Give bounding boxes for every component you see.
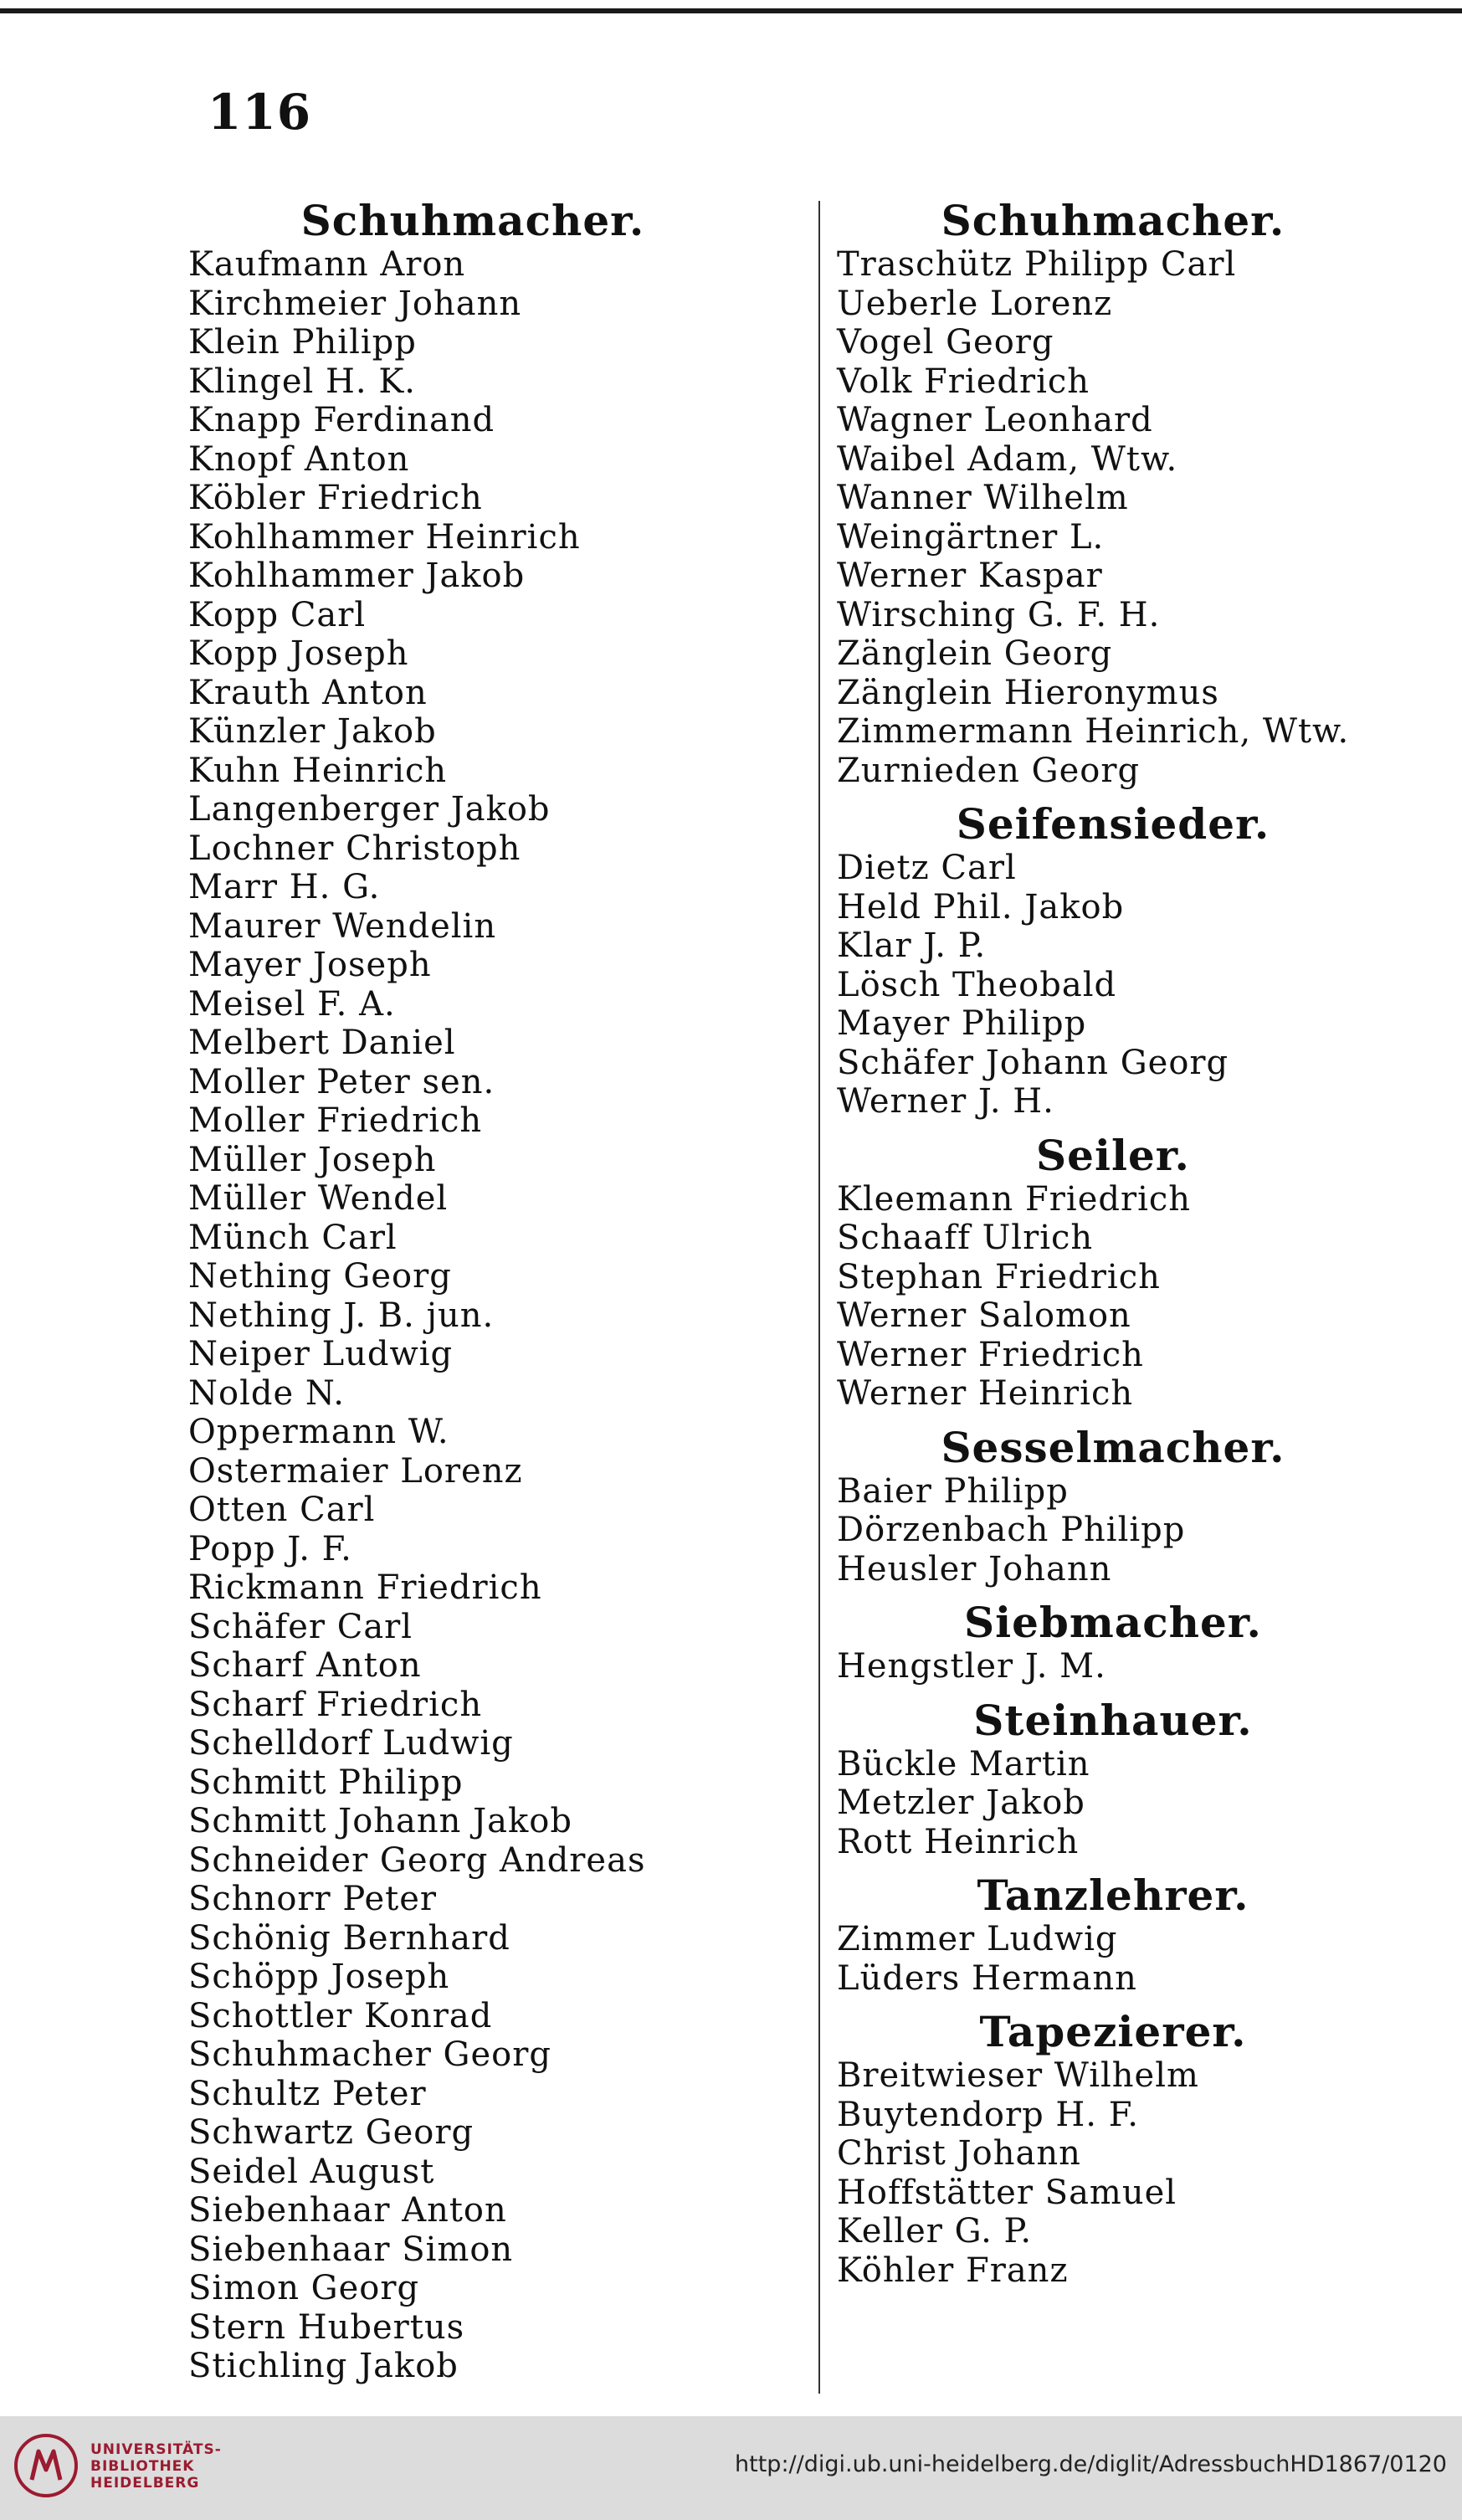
directory-entry: Stichling Jakob xyxy=(188,2347,459,2385)
directory-entry: Kirchmeier Johann xyxy=(188,284,522,323)
directory-entry: Kaufmann Aron xyxy=(188,245,466,284)
directory-entry: Siebenhaar Simon xyxy=(188,2230,514,2269)
directory-entry: Lösch Theobald xyxy=(837,965,1117,1004)
directory-entry: Zänglein Georg xyxy=(837,634,1113,673)
column-divider xyxy=(818,201,820,2394)
directory-entry: Dietz Carl xyxy=(837,849,1017,887)
directory-entry: Schwartz Georg xyxy=(188,2113,475,2152)
directory-entry: Buytendorp H. F. xyxy=(837,2095,1139,2134)
directory-entry: Lochner Christoph xyxy=(188,829,521,868)
directory-entry: Zänglein Hieronymus xyxy=(837,673,1219,712)
directory-entry: Rott Heinrich xyxy=(837,1822,1080,1861)
directory-entry: Lüders Hermann xyxy=(837,1958,1137,1998)
directory-entry: Schäfer Johann Georg xyxy=(837,1043,1229,1082)
directory-entry: Nolde N. xyxy=(188,1373,346,1413)
directory-entry: Simon Georg xyxy=(188,2269,420,2307)
library-logo-text xyxy=(90,2441,222,2492)
directory-entry: Schottler Konrad xyxy=(188,1996,493,2035)
directory-entry: Scharf Friedrich xyxy=(188,1685,483,1724)
directory-entry: Moller Peter sen. xyxy=(188,1062,495,1101)
directory-entry: Otten Carl xyxy=(188,1491,376,1529)
directory-entry: Kopp Joseph xyxy=(188,634,409,673)
directory-entry: Ostermaier Lorenz xyxy=(188,1451,523,1491)
directory-entry: Klar J. P. xyxy=(837,926,987,965)
directory-entry: Kohlhammer Jakob xyxy=(188,557,526,595)
directory-entry: Wagner Leonhard xyxy=(837,401,1153,439)
directory-entry: Krauth Anton xyxy=(188,673,428,712)
directory-entry: Kohlhammer Heinrich xyxy=(188,517,581,557)
directory-section xyxy=(837,1132,1423,1414)
directory-section xyxy=(837,1424,1423,1589)
directory-entry: Schultz Peter xyxy=(188,2074,427,2113)
section-heading: Siebmacher. xyxy=(964,1598,1262,1647)
right-column xyxy=(837,197,1423,2300)
directory-section xyxy=(837,1599,1423,1686)
directory-entry: Scharf Anton xyxy=(188,1646,422,1685)
directory-entry: Maurer Wendelin xyxy=(188,906,497,946)
directory-section xyxy=(837,197,1423,790)
directory-section xyxy=(837,1871,1423,1998)
footer-bar xyxy=(0,2416,1462,2520)
directory-entry: Werner J. H. xyxy=(837,1082,1054,1121)
section-heading: Schuhmacher. xyxy=(300,196,645,245)
directory-entry: Schelldorf Ludwig xyxy=(188,1724,514,1763)
section-heading: Tanzlehrer. xyxy=(977,1871,1249,1920)
directory-entry: Langenberger Jakob xyxy=(188,790,551,829)
logo-line-2: BIBLIOTHEK xyxy=(90,2458,195,2475)
source-url[interactable]: http://digi.ub.uni-heidelberg.de/diglit/AdressbuchHD1867/0120 xyxy=(735,2451,1447,2477)
directory-entry: Münch Carl xyxy=(188,1218,398,1257)
directory-entry: Werner Heinrich xyxy=(837,1374,1134,1413)
top-border xyxy=(0,0,1462,17)
directory-entry: Schaaff Ulrich xyxy=(837,1219,1094,1257)
section-heading: Schuhmacher. xyxy=(941,196,1285,245)
directory-entry: Held Phil. Jakob xyxy=(837,887,1125,926)
directory-entry: Popp J. F. xyxy=(188,1529,352,1568)
directory-entry: Wirsching G. F. H. xyxy=(837,595,1161,634)
directory-entry: Schneider Georg Andreas xyxy=(188,1840,646,1880)
directory-entry: Knopf Anton xyxy=(188,439,410,479)
directory-entry: Müller Wendel xyxy=(188,1179,449,1218)
directory-entry: Schöpp Joseph xyxy=(188,1958,450,1996)
directory-entry: Metzler Jakob xyxy=(837,1784,1085,1822)
directory-entry: Weingärtner L. xyxy=(837,517,1105,557)
directory-entry: Hoffstätter Samuel xyxy=(837,2173,1177,2212)
directory-entry: Stern Hubertus xyxy=(188,2307,465,2347)
directory-entry: Kopp Carl xyxy=(188,595,367,634)
directory-entry: Vogel Georg xyxy=(837,323,1054,362)
directory-entry: Kuhn Heinrich xyxy=(188,751,448,790)
directory-entry: Marr H. G. xyxy=(188,868,381,906)
directory-entry: Klein Philipp xyxy=(188,323,417,362)
logo-line-3: HEIDELBERG xyxy=(90,2475,200,2492)
directory-entry: Neiper Ludwig xyxy=(188,1335,454,1373)
directory-entry: Dörzenbach Philipp xyxy=(837,1511,1186,1549)
directory-entry: Zurnieden Georg xyxy=(837,751,1141,790)
directory-entry: Werner Salomon xyxy=(837,1296,1131,1335)
directory-entry: Köbler Friedrich xyxy=(188,479,483,517)
directory-entry: Heusler Johann xyxy=(837,1549,1112,1588)
directory-section xyxy=(837,1696,1423,1862)
directory-section xyxy=(837,2008,1423,2290)
page-number: 116 xyxy=(208,84,312,141)
directory-entry: Meisel F. A. xyxy=(188,984,396,1024)
section-heading: Seiler. xyxy=(1036,1130,1190,1180)
directory-entry: Moller Friedrich xyxy=(188,1101,483,1140)
directory-entry: Zimmermann Heinrich, Wtw. xyxy=(837,712,1350,751)
directory-entry: Mayer Joseph xyxy=(188,946,432,984)
directory-entry: Schmitt Philipp xyxy=(188,1763,464,1802)
directory-entry: Volk Friedrich xyxy=(837,362,1090,401)
directory-entry: Nething J. B. jun. xyxy=(188,1296,495,1335)
directory-entry: Mayer Philipp xyxy=(837,1004,1087,1043)
directory-entry: Knapp Ferdinand xyxy=(188,401,495,439)
directory-entry: Siebenhaar Anton xyxy=(188,2191,507,2230)
library-seal-icon[interactable] xyxy=(13,2433,79,2498)
directory-entry: Klingel H. K. xyxy=(188,362,416,401)
directory-entry: Keller G. P. xyxy=(837,2212,1033,2251)
directory-entry: Schuhmacher Georg xyxy=(188,2035,551,2074)
directory-entry: Oppermann W. xyxy=(188,1413,449,1451)
directory-entry: Wanner Wilhelm xyxy=(837,479,1129,517)
directory-entry: Schnorr Peter xyxy=(188,1880,438,1918)
directory-entry: Traschütz Philipp Carl xyxy=(837,245,1237,284)
directory-entry: Köhler Franz xyxy=(837,2251,1069,2290)
directory-entry: Baier Philipp xyxy=(837,1471,1069,1511)
directory-entry: Hengstler J. M. xyxy=(837,1647,1106,1686)
directory-section xyxy=(837,800,1423,1121)
directory-entry: Seidel August xyxy=(188,2152,435,2191)
directory-entry: Waibel Adam, Wtw. xyxy=(837,439,1178,479)
directory-entry: Werner Kaspar xyxy=(837,557,1103,595)
directory-entry: Schönig Bernhard xyxy=(188,1918,510,1958)
top-border-line xyxy=(0,8,1462,13)
section-heading: Seifensieder. xyxy=(956,799,1270,849)
directory-entry: Melbert Daniel xyxy=(188,1024,456,1062)
directory-entry: Schäfer Carl xyxy=(188,1607,413,1646)
directory-entry: Bückle Martin xyxy=(837,1744,1090,1784)
directory-entry: Schmitt Johann Jakob xyxy=(188,1802,572,1840)
directory-entry: Kleemann Friedrich xyxy=(837,1179,1192,1219)
directory-section xyxy=(188,197,791,2386)
directory-entry: Müller Joseph xyxy=(188,1140,437,1179)
directory-entry: Werner Friedrich xyxy=(837,1335,1144,1374)
directory-entry: Zimmer Ludwig xyxy=(837,1920,1118,1958)
directory-entry: Nething Georg xyxy=(188,1257,452,1296)
section-heading: Tapezierer. xyxy=(979,2007,1247,2056)
directory-entry: Christ Johann xyxy=(837,2134,1081,2173)
directory-entry: Breitwieser Wilhelm xyxy=(837,2056,1199,2095)
directory-entry: Stephan Friedrich xyxy=(837,1257,1161,1296)
logo-line-1: UNIVERSITÄTS- xyxy=(90,2441,222,2458)
directory-entry: Künzler Jakob xyxy=(188,712,437,751)
directory-entry: Ueberle Lorenz xyxy=(837,284,1113,323)
left-column xyxy=(188,197,791,2396)
section-heading: Sesselmacher. xyxy=(941,1422,1285,1472)
section-heading: Steinhauer. xyxy=(973,1695,1253,1745)
directory-entry: Rickmann Friedrich xyxy=(188,1568,542,1607)
